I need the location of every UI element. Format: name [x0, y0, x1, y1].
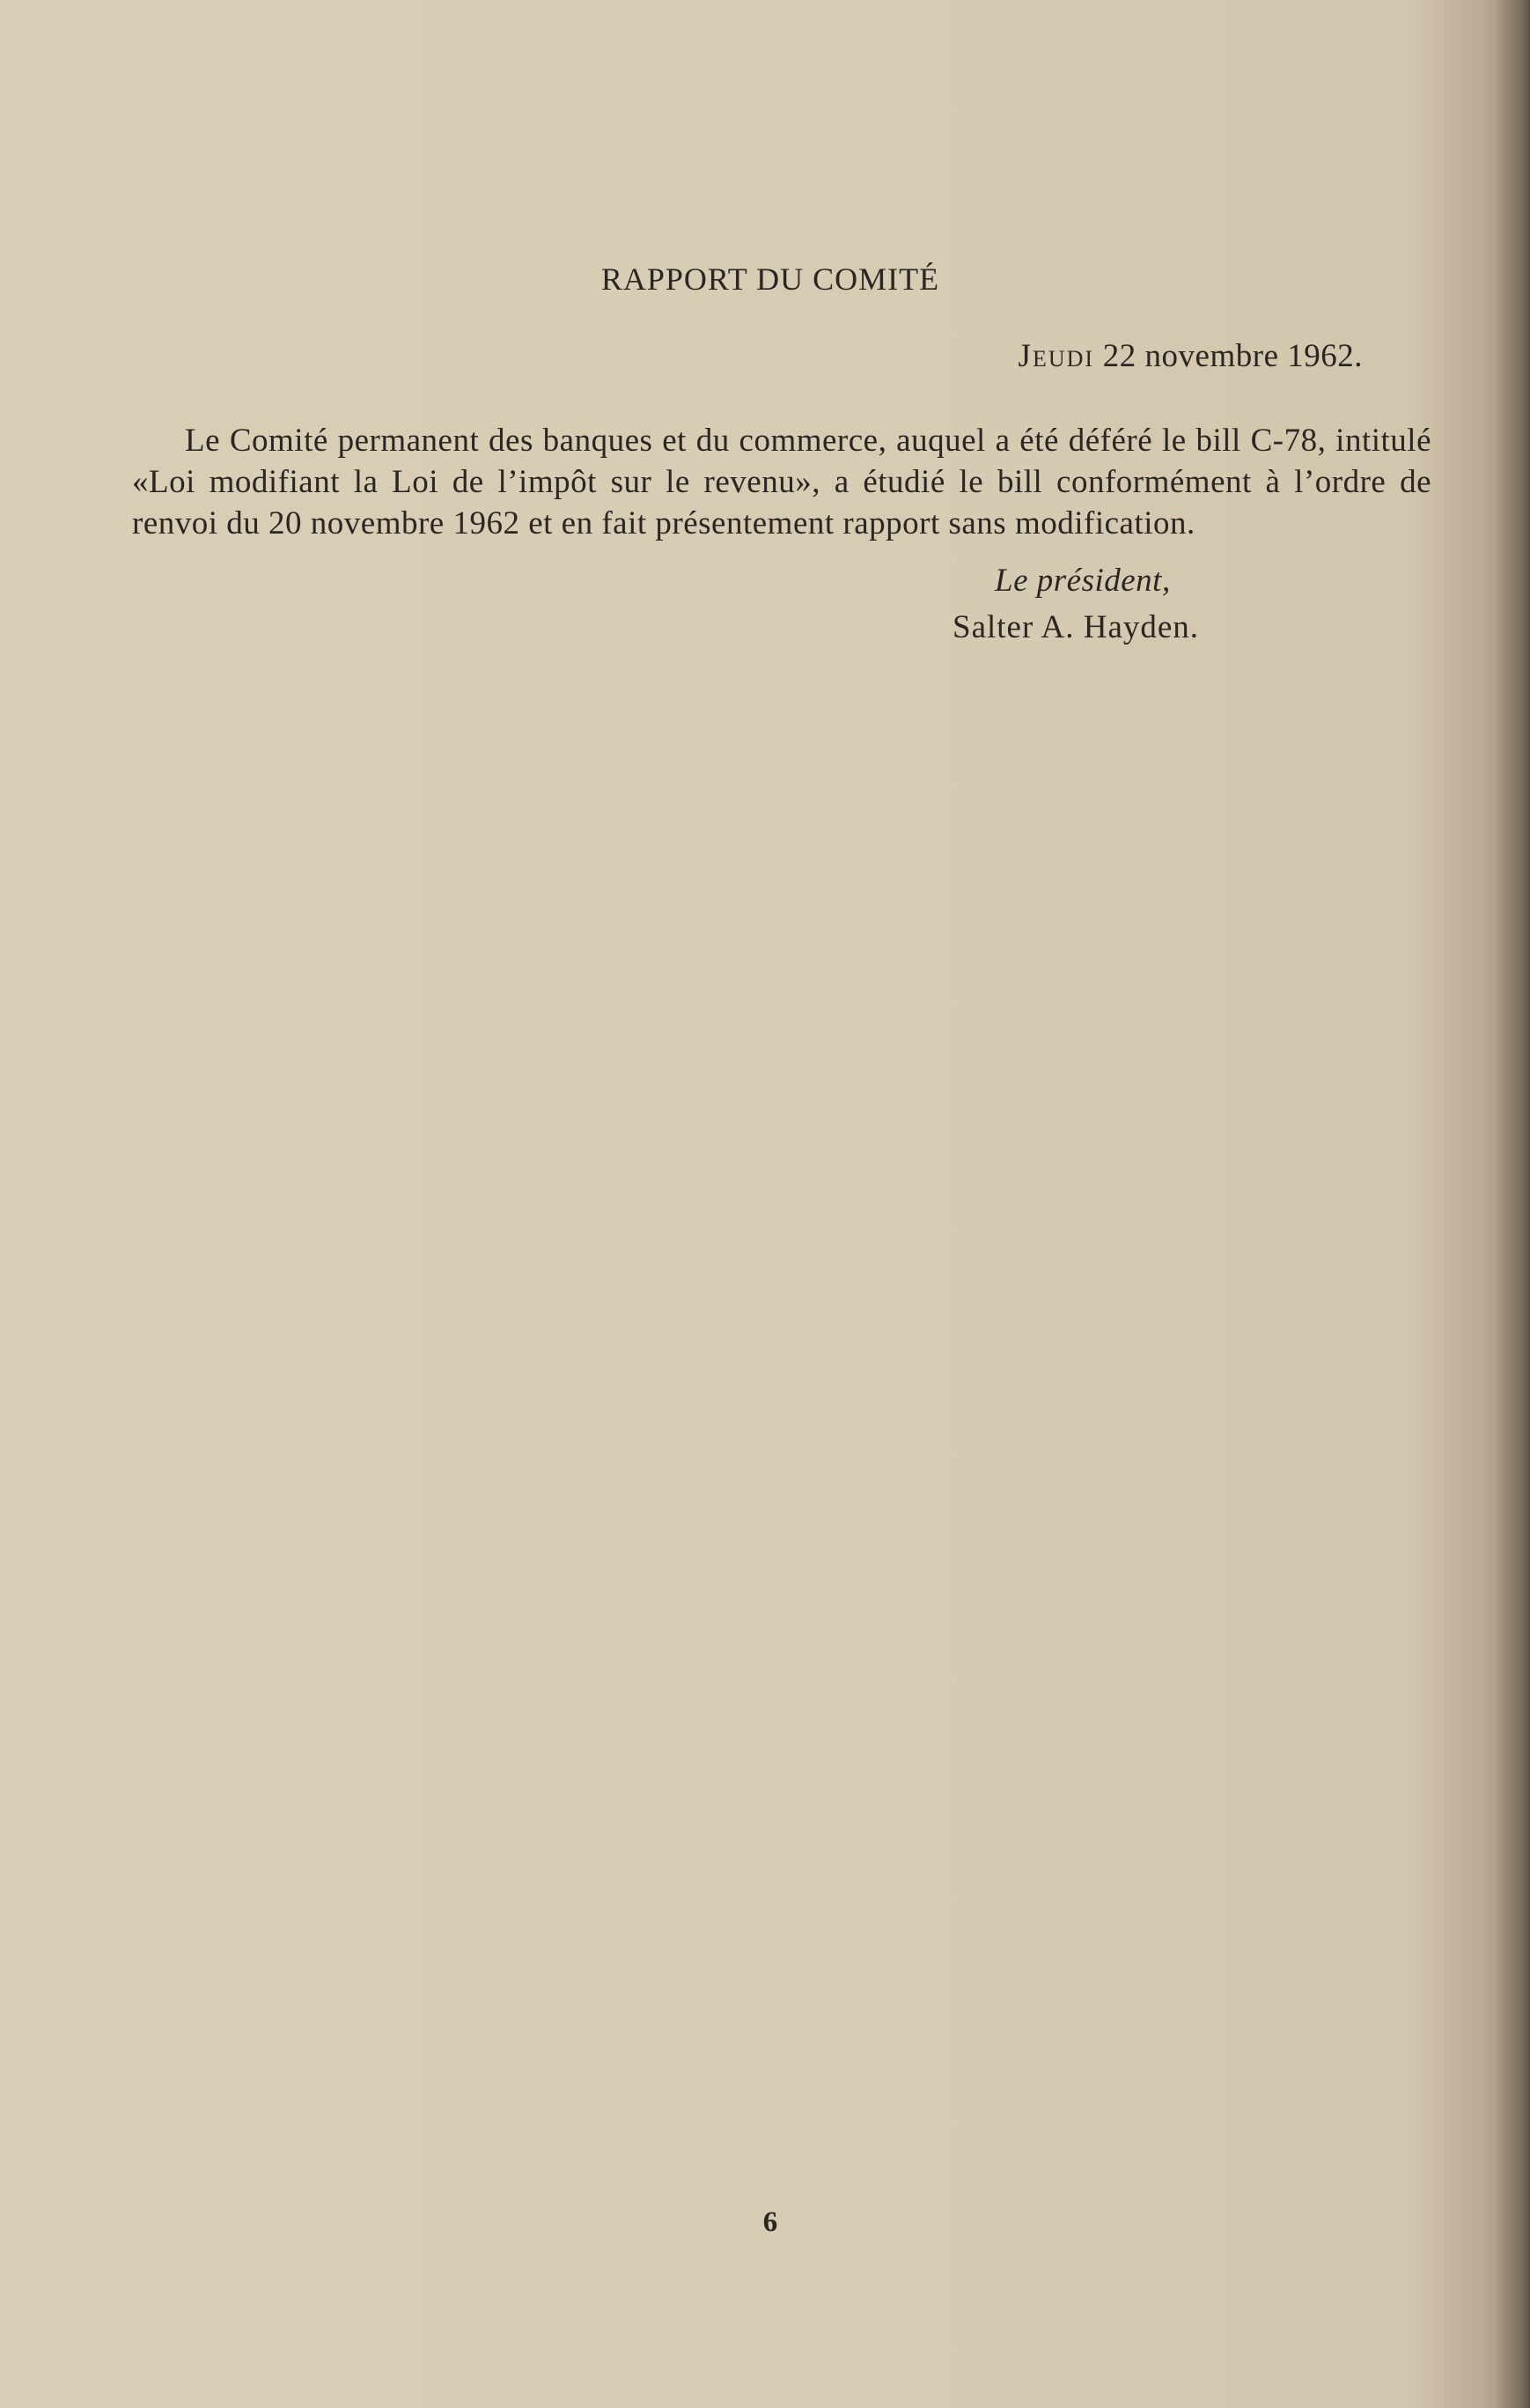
signature-name: Salter A. Hayden. [953, 609, 1200, 645]
signature-title: Le président, [995, 563, 1171, 599]
report-heading: RAPPORT DU COMITÉ [600, 261, 940, 297]
report-body: Le Comité permanent des banques et du commerce, auquel a été déféré le bill C-78, intitulé «Loi modifiant la Loi de l’impôt sur le revenu», a étudié le bill conformément à l’ordre de renvoi du 20 novembre 1962 et en fait présentement rapport sans modification. [132, 423, 1431, 541]
date-weekday: Jeudi [1018, 338, 1095, 374]
date-text: 22 novembre 1962. [1102, 338, 1363, 374]
page-number: 6 [762, 2206, 778, 2238]
report-date [1019, 337, 1363, 375]
page-edge-shadow [1495, 0, 1530, 2408]
